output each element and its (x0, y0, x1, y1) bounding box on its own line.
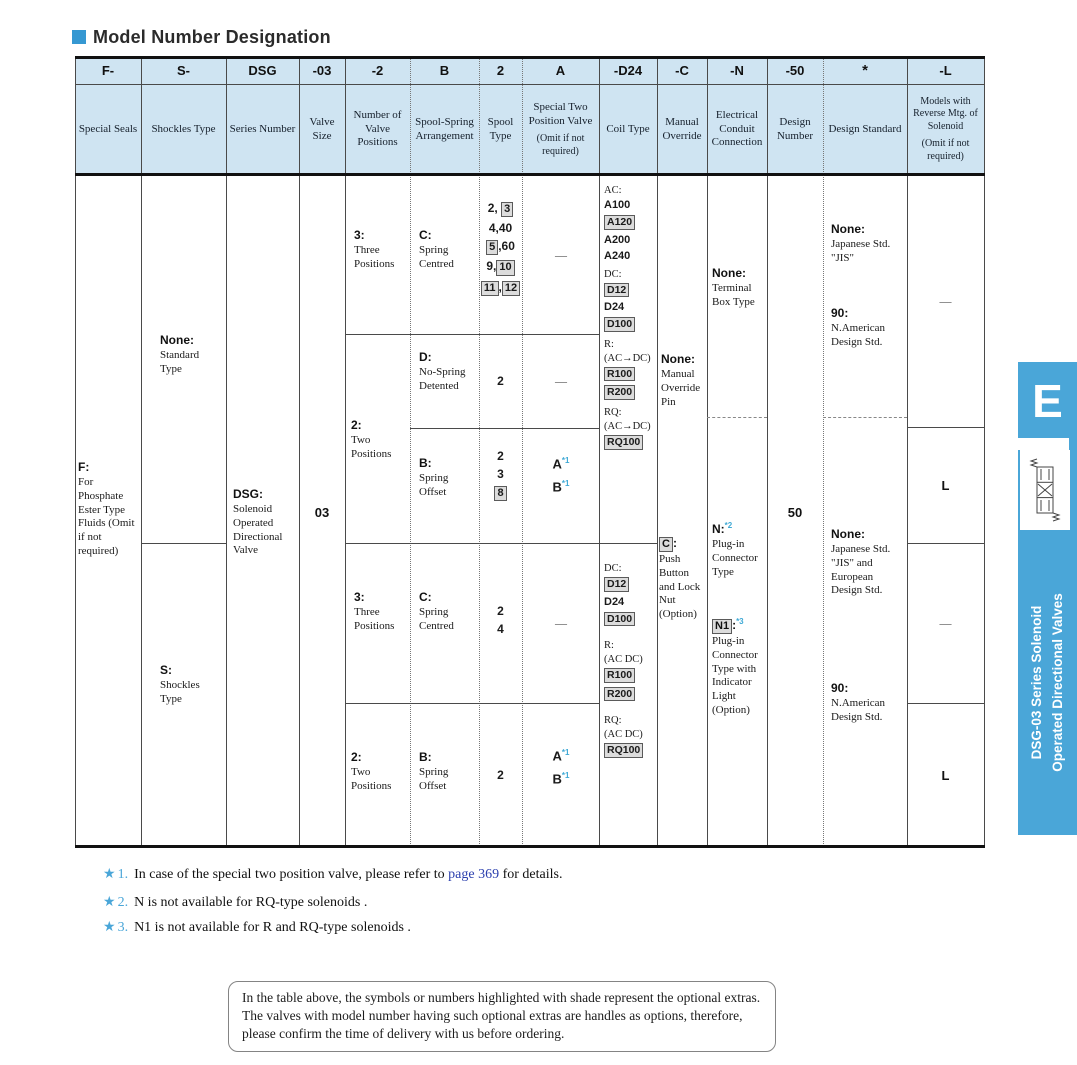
header-desc-manual-override: Manual Override (662, 115, 702, 142)
star-icon: ★ (103, 895, 116, 910)
cell-spring-centred-upper: C: Spring Centred (419, 228, 454, 270)
table-divider (823, 417, 907, 418)
cell-manual-override-c: C : Push Button and Lock Nut (Option) (659, 536, 701, 621)
page-title: Model Number Designation (93, 27, 331, 47)
header-desc-shockles-type: Shockles Type (151, 122, 216, 135)
cell-std-90-upper: 90: N.American Design Std. (831, 306, 886, 348)
cell-spring-offset-upper: B: Spring Offset (419, 456, 449, 498)
header-code-a: A (555, 63, 566, 78)
cell-coil-type-upper: AC: A100 A120 A200 A240 DC: D12 D24 D100 R: (AC→DC) R100 R200 RQ: (AC→DC) RQ100 (604, 185, 651, 448)
cell-conduit-n1: N1 :$^{*3}$ Plug-in Connector Type with Indicator Light (Option) (712, 617, 758, 716)
cell-stpv-dash-1: — (555, 248, 567, 262)
cell-std-none-lower: None: Japanese Std. "JIS" and European Design Std. (831, 527, 891, 597)
table-divider (141, 543, 226, 544)
star-icon: ★ (103, 867, 116, 882)
cell-stpv-ab-upper: $A^{*1}$ $B^{*1}$ (552, 456, 570, 495)
header-code-03: -03 (312, 63, 332, 78)
cell-positions-3-lower: 3: Three Positions (354, 590, 395, 632)
sidebar-icon-box (1020, 450, 1070, 530)
cell-l-2: L (941, 768, 950, 783)
optional-extras-note: In the table above, the symbols or numbers highlighted with shade represent the optional extras. The valves with model number having such optional extras are handles as options, therefore, please confirm the time of delivery with us before ordering. (228, 981, 776, 1052)
sidebar-gap (1018, 438, 1069, 450)
footnote-1: ★ 1. In case of the special two position valve, please refer to page 369 for details. (103, 867, 563, 882)
cell-coil-type-lower: DC: D12 D24 D100 R: (AC DC) R100 R200 RQ: (AC DC) RQ100 (604, 563, 643, 757)
cell-positions-2-upper: 2: Two Positions (351, 418, 392, 460)
cell-spool-types-lower3: 2 4 (497, 604, 504, 636)
header-code-50: -50 (785, 63, 805, 78)
cell-l-dash-1: — (939, 294, 952, 308)
header-code-f: F- (101, 63, 115, 78)
header-desc-conduit: Electrical Conduit Connection (711, 108, 763, 149)
header-code-star: * (862, 62, 868, 79)
cell-stpv-dash-3: — (555, 616, 567, 630)
header-code-d24: -D24 (613, 63, 643, 78)
cell-stpv-dash-2: — (555, 374, 567, 388)
cell-manual-override-none: None: Manual Override Pin (661, 352, 701, 408)
cell-design-number-50: 50 (787, 505, 803, 520)
star-icon: ★ (103, 920, 116, 935)
cell-spool-types-offset-upper: 2 3 8 (479, 449, 522, 505)
cell-valve-size-03: 03 (314, 505, 330, 520)
table-divider (75, 845, 985, 848)
header-desc-special-two-position: Special Two Position Valve (Omit if not required) (528, 100, 593, 157)
cell-spool-type-lower2: 2 (497, 768, 504, 782)
cell-l-dash-2: — (939, 616, 952, 630)
cell-shockles-none: None: Standard Type (160, 333, 200, 375)
header-code-l: -L (939, 63, 952, 78)
header-desc-design-standard: Design Standard (828, 122, 902, 135)
title-bullet-icon (72, 30, 86, 44)
header-desc-special-seals: Special Seals (78, 122, 138, 135)
header-desc-spool-spring: Spool-Spring Arrangement (415, 115, 474, 142)
header-code-2pos: -2 (371, 63, 384, 78)
header-code-b: B (439, 63, 450, 78)
header-desc-design-number: Design Number (776, 115, 814, 142)
cell-special-seals-f: F: For Phosphate Ester Type Fluids (Omit if not required) (78, 460, 135, 557)
table-divider (345, 703, 599, 704)
header-code-s: S- (177, 63, 190, 78)
cell-positions-2-lower: 2: Two Positions (351, 750, 392, 792)
table-divider (410, 428, 599, 429)
header-code-dsg: DSG (248, 63, 277, 78)
section-tab-e: E (1032, 375, 1063, 427)
header-code-spool: 2 (496, 63, 505, 78)
cell-l-1: L (941, 478, 950, 493)
cell-spring-centred-lower: C: Spring Centred (419, 590, 454, 632)
cell-no-spring-detented: D: No-Spring Detented (419, 350, 466, 392)
table-divider (907, 703, 984, 704)
cell-series-dsg: DSG: Solenoid Operated Directional Valve (233, 487, 283, 557)
cell-positions-3-upper: 3: Three Positions (354, 228, 395, 270)
cell-spring-offset-lower: B: Spring Offset (419, 750, 449, 792)
cell-std-none-upper: None: Japanese Std. "JIS" (831, 222, 891, 264)
table-divider (345, 334, 599, 335)
header-desc-series-number: Series Number (229, 122, 296, 135)
table-divider (907, 427, 984, 428)
cell-spool-type-detented: 2 (497, 374, 504, 388)
header-code-n: -N (730, 63, 744, 78)
table-divider (707, 417, 767, 418)
footnote-3: ★ 3. N1 is not available for R and RQ-type solenoids . (103, 920, 411, 935)
cell-std-90-lower: 90: N.American Design Std. (831, 681, 886, 723)
header-desc-reverse-mtg: Models with Reverse Mtg. of Solenoid (Omit if not required) (913, 95, 978, 162)
cell-shockles-s: S: Shockles Type (160, 663, 200, 705)
header-desc-spool-type: Spool Type (487, 115, 514, 142)
cell-stpv-ab-lower: $A^{*1}$ $B^{*1}$ (552, 748, 570, 787)
valve-symbol-icon (1026, 457, 1064, 523)
table-divider (345, 543, 657, 544)
header-desc-valve-size: Valve Size (309, 115, 335, 142)
table-divider (907, 543, 984, 544)
footnote-2: ★ 2. N is not available for RQ-type solenoids . (103, 895, 368, 910)
header-desc-positions: Number of Valve Positions (353, 108, 402, 149)
sidebar-vertical-title: DSG-03 Series Solenoid Operated Directional Valves (1028, 593, 1065, 772)
cell-spool-types-upper: 2, 3 4,40 5 ,60 9, 10 11 , 12 (479, 201, 522, 300)
page-369-link[interactable]: page 369 (448, 867, 500, 882)
cell-conduit-n: N:$^{*2}$ Plug-in Connector Type (712, 521, 758, 578)
header-code-c: -C (675, 63, 689, 78)
cell-conduit-none: None: Terminal Box Type (712, 266, 755, 308)
header-desc-coil-type: Coil Type (606, 122, 650, 135)
